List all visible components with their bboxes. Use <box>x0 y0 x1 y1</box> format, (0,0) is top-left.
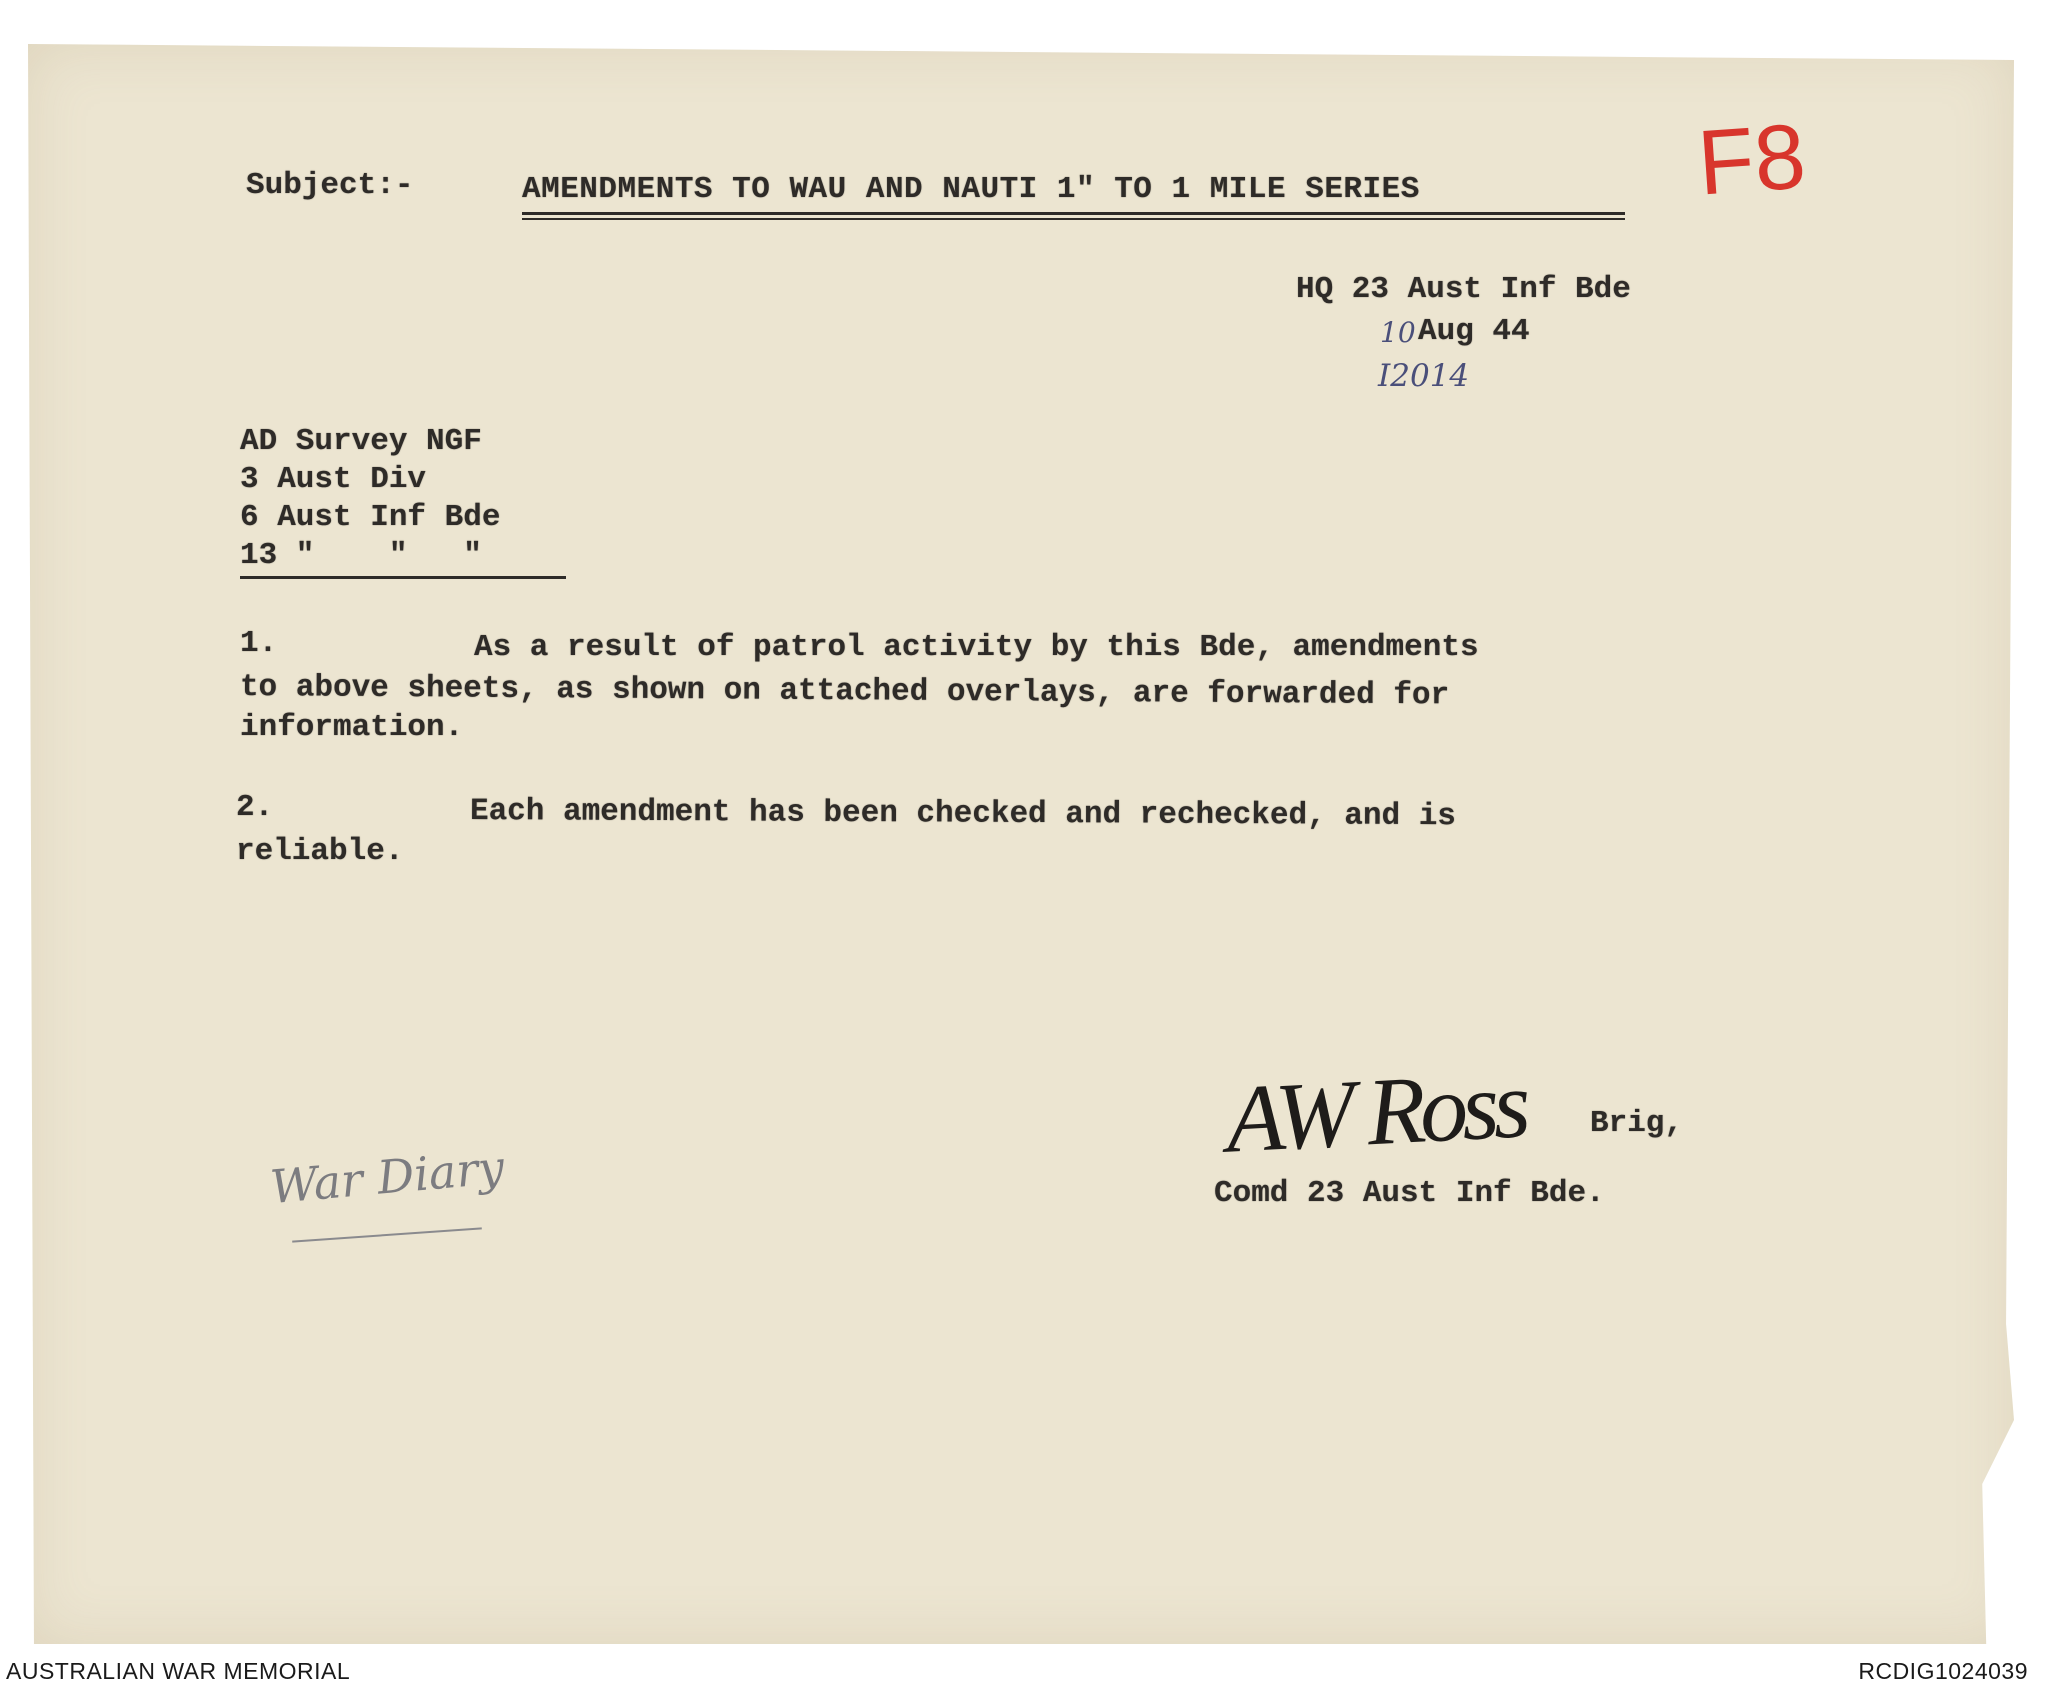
subject-underline <box>522 212 1625 215</box>
reference-number: I2014 <box>1378 358 1470 394</box>
para1-line-2: to above sheets, as shown on attached overlays, are forwarded for <box>239 670 1450 714</box>
addressee-4: 13 " " " <box>240 538 482 573</box>
addressee-1: AD Survey NGF <box>240 424 482 459</box>
rank-label: Brig, <box>1590 1106 1684 1141</box>
filing-mark: F8 <box>1694 105 1809 215</box>
signature: AW Ross <box>1223 1050 1528 1173</box>
addressee-3: 6 Aust Inf Bde <box>240 500 501 535</box>
footer-credit: AUSTRALIAN WAR MEMORIAL <box>6 1658 351 1684</box>
subject-underline-2 <box>522 218 1625 220</box>
war-diary-annotation: War Diary <box>268 1139 507 1215</box>
subject-title: AMENDMENTS TO WAU AND NAUTI 1" TO 1 MILE SERIES <box>522 172 1420 207</box>
footer-id: RCDIG1024039 <box>1858 1658 2028 1684</box>
para1-line-3: information. <box>240 710 464 745</box>
addressee-2: 3 Aust Div <box>240 462 427 497</box>
para1-line-1: As a result of patrol activity by this Bde, amendments <box>474 630 1479 665</box>
from-unit: HQ 23 Aust Inf Bde <box>1296 272 1631 307</box>
date-rest: Aug 44 <box>1418 314 1530 349</box>
signature-title: Comd 23 Aust Inf Bde. <box>1214 1176 1605 1211</box>
para2-line-2: reliable. <box>236 834 404 869</box>
addressee-underline <box>240 576 566 579</box>
subject-label: Subject:- <box>246 168 414 203</box>
para2-line-1: Each amendment has been checked and rechecked, and is <box>469 794 1457 835</box>
para1-number: 1. <box>240 626 278 661</box>
date-day: 10 <box>1380 316 1416 349</box>
para2-number: 2. <box>236 790 274 825</box>
